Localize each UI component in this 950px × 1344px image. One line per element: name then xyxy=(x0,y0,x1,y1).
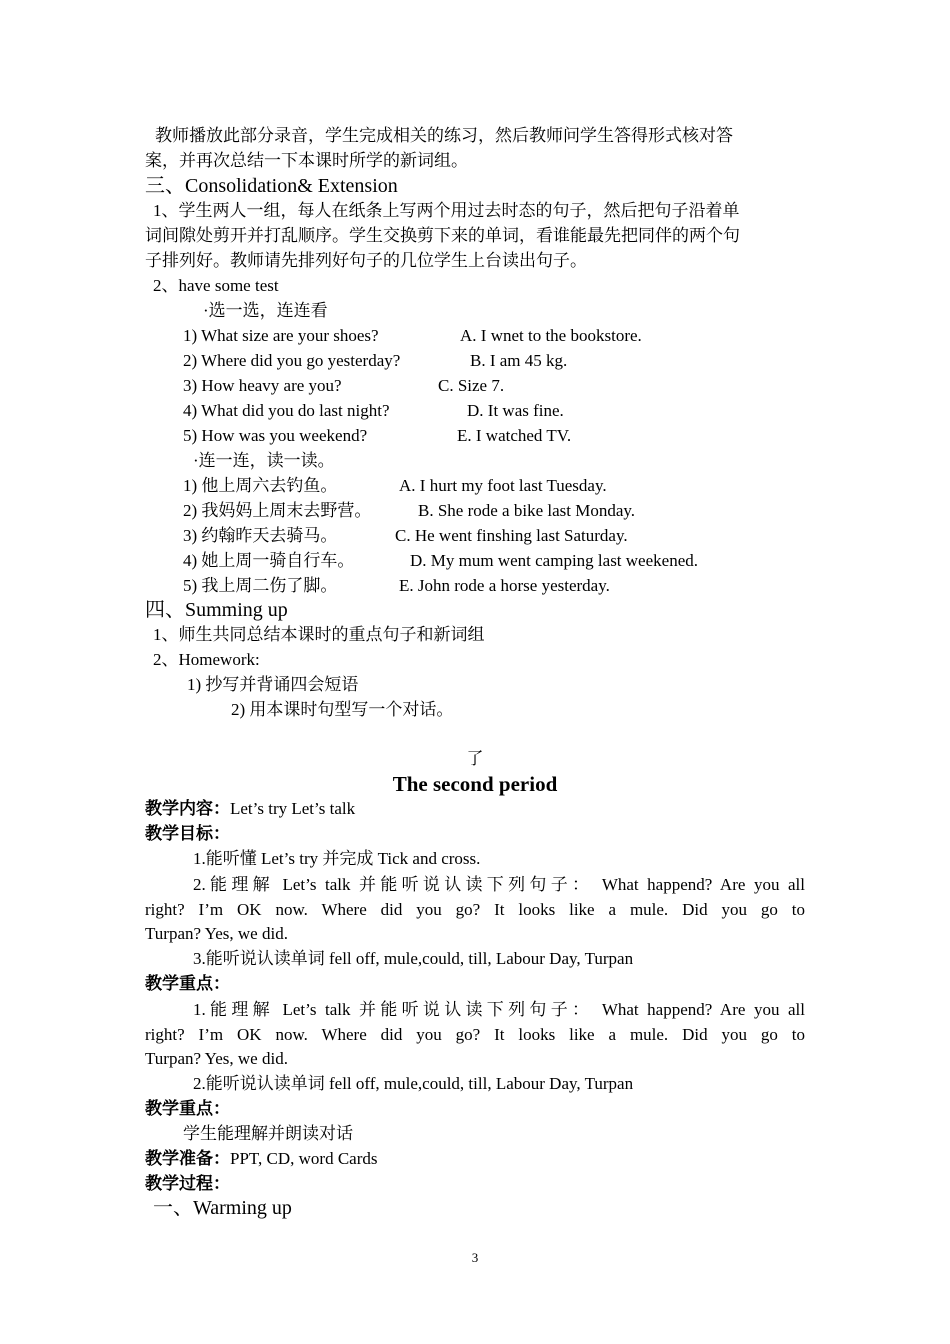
warming-up-heading: 一、Warming up xyxy=(153,1197,292,1219)
teaching-goals-label: 教学目标： xyxy=(145,824,230,843)
match-1-title: ·选一选，连连看 xyxy=(203,301,328,320)
match-2-question: 2) 我妈妈上周末去野营。 xyxy=(183,501,372,520)
key-point-2: 2.能听说认读单词 fell off, mule,could, till, Labour Day, Turpan xyxy=(193,1074,634,1093)
match-2-question: 4) 她上周一骑自行车。 xyxy=(183,551,355,570)
match-1-question: 3) How heavy are you? xyxy=(183,376,342,395)
teaching-preparation-label: 教学准备： xyxy=(145,1149,230,1168)
section-3-heading: 三、Consolidation& Extension xyxy=(145,175,398,197)
goal-3: 3.能听说认读单词 fell off, mule,could, till, Labour Day, Turpan xyxy=(193,949,634,968)
homework-item-1: 1) 抄写并背诵四会短语 xyxy=(187,675,359,694)
match-1-answer: A. I wnet to the bookstore. xyxy=(460,326,642,345)
match-1-question: 5) How was you weekend? xyxy=(183,426,368,445)
goal-1: 1.能听懂 Let’s try 并完成 Tick and cross. xyxy=(193,849,481,868)
match-2-question: 1) 他上周六去钓鱼。 xyxy=(183,476,338,495)
section-3-paragraph-line-1: 1、学生两人一组，每人在纸条上写两个用过去时态的句子，然后把句子沿着单 xyxy=(153,201,740,220)
key-points-text: 学生能理解并朗读对话 xyxy=(183,1124,353,1143)
goal-2-line-2: right? I’m OK now. Where did you go? It looks like a mule. Did you go to xyxy=(145,900,805,919)
key-point-1-line-2: right? I’m OK now. Where did you go? It looks like a mule. Did you go to xyxy=(145,1025,805,1044)
teaching-process-label: 教学过程： xyxy=(145,1174,230,1193)
intro-line-2: 案，并再次总结一下本课时所学的新词组。 xyxy=(145,151,468,170)
page-number: 3 xyxy=(471,1250,479,1265)
teaching-content xyxy=(145,797,355,821)
key-points-label: 教学重点： xyxy=(145,974,230,993)
match-2-answer: E. John rode a horse yesterday. xyxy=(399,576,610,595)
match-1-answer: D. It was fine. xyxy=(467,401,564,420)
match-1-answer: C. Size 7. xyxy=(438,376,505,395)
match-2-answer: D. My mum went camping last weekened. xyxy=(410,551,698,570)
match-2-answer: B. She rode a bike last Monday. xyxy=(418,501,636,520)
match-2-question: 3) 约翰昨天去骑马。 xyxy=(183,526,338,545)
match-1-question: 1) What size are your shoes? xyxy=(183,326,379,345)
match-2-question: 5) 我上周二伤了脚。 xyxy=(183,576,338,595)
stray-character: 了 xyxy=(466,749,484,768)
key-points-label-2: 教学重点： xyxy=(145,1099,230,1118)
section-4-heading: 四、Summing up xyxy=(145,599,288,621)
match-2-answer: C. He went finshing last Saturday. xyxy=(395,526,628,545)
intro-line-1: 教师播放此部分录音，学生完成相关的练习，然后教师问学生答得形式核对答 xyxy=(155,126,733,145)
goal-2-line-1: 2.能理解 Let’s talk 并能听说认读下列句子： What happend? Are you all xyxy=(193,875,805,894)
teaching-content-label: 教学内容： xyxy=(145,799,230,818)
homework-item-2: 2) 用本课时句型写一个对话。 xyxy=(231,700,454,719)
key-point-1-line-3: Turpan? Yes, we did. xyxy=(145,1049,288,1068)
match-2-answer: A. I hurt my foot last Tuesday. xyxy=(399,476,607,495)
teaching-preparation xyxy=(145,1147,378,1171)
test-label: 2、have some test xyxy=(153,276,279,295)
match-1-question: 2) Where did you go yesterday? xyxy=(183,351,401,370)
match-2-title: ·连一连，读一读。 xyxy=(193,451,335,470)
period-title: The second period xyxy=(392,772,558,796)
match-1-answer: E. I watched TV. xyxy=(457,426,572,445)
goal-2-line-3: Turpan? Yes, we did. xyxy=(145,924,288,943)
section-3-paragraph-line-2: 词间隙处剪开并打乱顺序。学生交换剪下来的单词，看谁能最先把同伴的两个句 xyxy=(145,226,740,245)
match-1-answer: B. I am 45 kg. xyxy=(470,351,568,370)
teaching-content-value: Let’s try Let’s talk xyxy=(230,799,356,818)
match-1-question: 4) What did you do last night? xyxy=(183,401,390,420)
section-3-paragraph-line-3: 子排列好。教师请先排列好句子的几位学生上台读出句子。 xyxy=(145,251,587,270)
summing-item-2: 2、Homework: xyxy=(153,650,260,669)
teaching-preparation-value: PPT, CD, word Cards xyxy=(230,1149,378,1168)
key-point-1-line-1: 1.能理解 Let’s talk 并能听说认读下列句子： What happend? Are you all xyxy=(193,1000,805,1019)
summing-item-1: 1、师生共同总结本课时的重点句子和新词组 xyxy=(153,625,485,644)
